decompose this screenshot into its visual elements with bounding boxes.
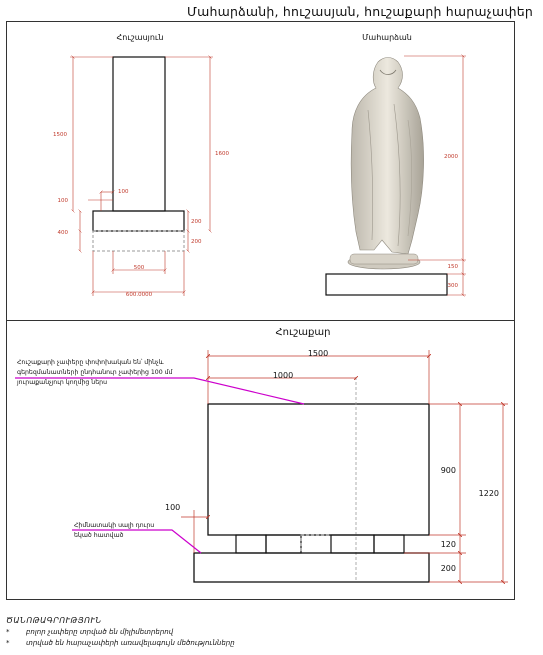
- notes-text: բոլոր չափերը տրված են միլիմետրերով: [26, 628, 174, 636]
- notes-bullet: *: [6, 639, 10, 647]
- pedestal-dim-base-width: 600.0000: [125, 292, 153, 298]
- pedestal-dim-column-width: 500: [133, 265, 145, 271]
- pedestal-dim-foundation-right: 200: [191, 239, 202, 245]
- stone-support-5: [374, 535, 404, 553]
- stone-support-4: [331, 535, 374, 553]
- statue-figure: [348, 58, 424, 270]
- statue-dim-base: 300: [447, 283, 458, 289]
- statue-title: Մահարձան: [362, 33, 412, 42]
- statue-dim-height: 2000: [444, 154, 458, 160]
- pedestal-dim-base: 400: [57, 230, 68, 236]
- notes-item: [6, 627, 235, 638]
- pedestal-base: [93, 211, 184, 231]
- page-title: Մահարձանի, հուշասյան, հուշաքարի հարաչափեր: [187, 4, 533, 19]
- pedestal-foundation: [93, 231, 184, 251]
- stone-dim-half-width: 1000: [272, 371, 294, 380]
- stone-dim-width: 1500: [307, 349, 329, 358]
- pedestal-column: [113, 57, 165, 211]
- stone-note-top: Հուշաքարի չափերը փոփոխական են՝ մինչև գերեզմանատների ընդհանուր չափերից 100 մմ յուրաքանչյուր կողմից ներս: [17, 359, 173, 386]
- stone-dim-supports: 120: [440, 540, 456, 549]
- notes-text: տրված են հարաչափերի առավելագույն մեծությունները: [26, 639, 235, 647]
- stone-dim-offset: 100: [165, 503, 181, 512]
- stone-support-3: [301, 535, 331, 553]
- stone-drawing: [15, 327, 508, 582]
- pedestal-dim-base-right: 200: [191, 219, 202, 225]
- stone-note-bottom: Հիմնատակի սալի դուրս եկած հատված: [74, 522, 155, 539]
- statue-dim-plinth: 150: [447, 264, 458, 270]
- pedestal-dim-total: 1600: [215, 151, 229, 157]
- pedestal-title: Հուշասյուն: [116, 33, 164, 42]
- notes-bullet: *: [6, 628, 10, 636]
- stone-dim-total-height: 1220: [478, 489, 499, 498]
- pedestal-dim-height: 1500: [53, 132, 67, 138]
- statue-base: [326, 274, 447, 295]
- stone-slab: [208, 404, 429, 535]
- stone-support-1: [236, 535, 266, 553]
- stone-support-2: [266, 535, 301, 553]
- pedestal-dim-offset-b: 100: [57, 198, 68, 204]
- stone-dim-foundation: 200: [440, 564, 456, 573]
- statue-drawing: [326, 33, 466, 295]
- notes-header: ԾԱՆՈԹԱԳՐՈՒԹՅՈՒՆ: [6, 616, 102, 625]
- notes-item: [6, 638, 235, 649]
- stone-foundation-slab: [194, 553, 429, 582]
- pedestal-drawing: [53, 33, 229, 298]
- stone-title: Հուշաքար: [275, 327, 331, 338]
- notes-block: [6, 616, 235, 649]
- pedestal-dim-offset-a: 100: [118, 189, 129, 195]
- stone-dim-slab-height: 900: [440, 466, 456, 475]
